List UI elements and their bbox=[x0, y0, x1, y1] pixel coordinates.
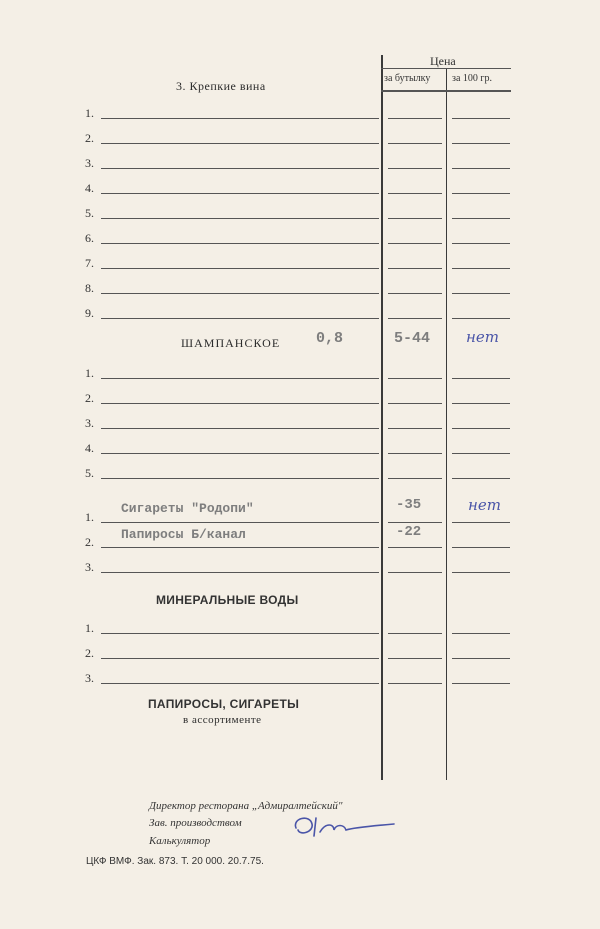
section-title-mineral-water: МИНЕРАЛЬНЫЕ ВОДЫ bbox=[156, 593, 299, 607]
row-price-100g-line bbox=[452, 293, 510, 294]
row-name-line bbox=[101, 547, 379, 548]
row-name-line bbox=[101, 658, 379, 659]
section-title-strong-wines: 3. Крепкие вина bbox=[176, 79, 266, 93]
row-price-100g-line bbox=[452, 522, 510, 523]
row-number: 3. bbox=[85, 560, 94, 574]
row-price-bottle-line bbox=[388, 193, 442, 194]
row-price-bottle-line bbox=[388, 403, 442, 404]
row-price-bottle-line bbox=[388, 268, 442, 269]
row-price-100g-line bbox=[452, 378, 510, 379]
row-number: 8. bbox=[85, 281, 94, 295]
row-price-100g-line bbox=[452, 318, 510, 319]
row-price-bottle-line bbox=[388, 243, 442, 244]
row-name-line bbox=[101, 168, 379, 169]
champagne-note: нет bbox=[466, 328, 499, 346]
row-name-line bbox=[101, 633, 379, 634]
item-note-rodopi: нет bbox=[468, 496, 501, 514]
row-number: 5. bbox=[85, 206, 94, 220]
row-price-bottle-line bbox=[388, 572, 442, 573]
item-name-rodopi: Сигареты "Родопи" bbox=[121, 501, 254, 516]
footer-production-head: Зав. производством bbox=[149, 817, 242, 829]
row-name-line bbox=[101, 293, 379, 294]
row-price-100g-line bbox=[452, 547, 510, 548]
row-price-bottle-line bbox=[388, 378, 442, 379]
row-number: 5. bbox=[85, 466, 94, 480]
row-price-100g-line bbox=[452, 428, 510, 429]
row-price-100g-line bbox=[452, 658, 510, 659]
column-rule-bottle bbox=[446, 68, 447, 780]
row-number: 4. bbox=[85, 181, 94, 195]
row-name-line bbox=[101, 572, 379, 573]
row-number: 2. bbox=[85, 131, 94, 145]
footer-calculator: Калькулятор bbox=[149, 835, 211, 847]
row-price-bottle-line bbox=[388, 453, 442, 454]
row-price-bottle-line bbox=[388, 658, 442, 659]
row-number: 1. bbox=[85, 621, 94, 635]
row-price-100g-line bbox=[452, 118, 510, 119]
row-name-line bbox=[101, 428, 379, 429]
row-name-line bbox=[101, 403, 379, 404]
row-number: 1. bbox=[85, 106, 94, 120]
row-price-bottle-line bbox=[388, 683, 442, 684]
column-rule-name bbox=[381, 55, 383, 780]
price-header: Цена bbox=[430, 54, 456, 68]
item-name-belomorkanal: Папиросы Б/канал bbox=[121, 527, 246, 542]
row-price-100g-line bbox=[452, 403, 510, 404]
row-name-line bbox=[101, 378, 379, 379]
row-name-line bbox=[101, 318, 379, 319]
row-price-100g-line bbox=[452, 453, 510, 454]
row-name-line bbox=[101, 522, 379, 523]
row-number: 3. bbox=[85, 416, 94, 430]
row-price-100g-line bbox=[452, 243, 510, 244]
row-price-bottle-line bbox=[388, 633, 442, 634]
row-price-100g-line bbox=[452, 633, 510, 634]
row-name-line bbox=[101, 243, 379, 244]
row-number: 7. bbox=[85, 256, 94, 270]
row-number: 2. bbox=[85, 391, 94, 405]
section-title-papirosy: ПАПИРОСЫ, СИГАРЕТЫ bbox=[148, 697, 300, 711]
row-price-bottle-line bbox=[388, 118, 442, 119]
footer-director: Директор ресторана „Адмиралтейский" bbox=[149, 800, 343, 812]
price-per-bottle-header: за бутылку bbox=[384, 73, 431, 84]
section-title-champagne: ШАМПАНСКОЕ bbox=[181, 336, 281, 350]
row-number: 3. bbox=[85, 156, 94, 170]
row-name-line bbox=[101, 268, 379, 269]
header-rule-bottom bbox=[381, 90, 511, 92]
row-name-line bbox=[101, 118, 379, 119]
row-number: 2. bbox=[85, 646, 94, 660]
row-number: 3. bbox=[85, 671, 94, 685]
champagne-volume: 0,8 bbox=[316, 330, 344, 347]
row-price-100g-line bbox=[452, 478, 510, 479]
row-price-bottle-line bbox=[388, 522, 442, 523]
item-price-rodopi: -35 bbox=[396, 497, 422, 513]
row-price-100g-line bbox=[452, 683, 510, 684]
champagne-price-bottle: 5-44 bbox=[394, 330, 431, 347]
row-number: 1. bbox=[85, 510, 94, 524]
item-price-belomorkanal: -22 bbox=[396, 524, 422, 540]
row-price-bottle-line bbox=[388, 428, 442, 429]
row-number: 1. bbox=[85, 366, 94, 380]
row-price-100g-line bbox=[452, 572, 510, 573]
row-number: 4. bbox=[85, 441, 94, 455]
row-price-bottle-line bbox=[388, 318, 442, 319]
row-price-100g-line bbox=[452, 143, 510, 144]
row-number: 9. bbox=[85, 306, 94, 320]
row-number: 2. bbox=[85, 535, 94, 549]
price-per-100g-header: за 100 гр. bbox=[452, 73, 492, 84]
row-price-bottle-line bbox=[388, 293, 442, 294]
signature-mark bbox=[290, 810, 400, 840]
footer-print-info: ЦКФ ВМФ. Зак. 873. Т. 20 000. 20.7.75. bbox=[86, 856, 264, 867]
row-price-bottle-line bbox=[388, 143, 442, 144]
section-subtitle-papirosy: в ассортименте bbox=[183, 714, 262, 726]
row-price-bottle-line bbox=[388, 218, 442, 219]
row-price-100g-line bbox=[452, 193, 510, 194]
row-name-line bbox=[101, 218, 379, 219]
row-price-bottle-line bbox=[388, 547, 442, 548]
row-name-line bbox=[101, 143, 379, 144]
row-price-bottle-line bbox=[388, 478, 442, 479]
row-price-bottle-line bbox=[388, 168, 442, 169]
row-name-line bbox=[101, 683, 379, 684]
row-name-line bbox=[101, 193, 379, 194]
row-price-100g-line bbox=[452, 268, 510, 269]
row-price-100g-line bbox=[452, 218, 510, 219]
row-price-100g-line bbox=[452, 168, 510, 169]
row-number: 6. bbox=[85, 231, 94, 245]
row-name-line bbox=[101, 478, 379, 479]
row-name-line bbox=[101, 453, 379, 454]
